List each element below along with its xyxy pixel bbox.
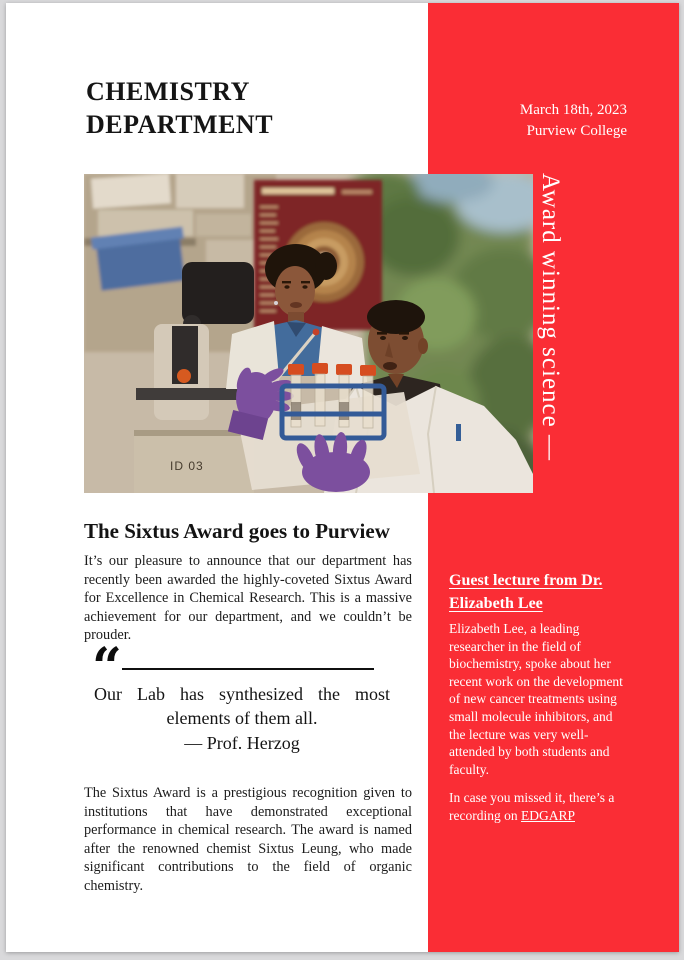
lab-photo-illustration xyxy=(84,174,533,493)
masthead xyxy=(86,75,273,141)
pull-quote xyxy=(84,637,396,756)
quote-attribution: — Prof. Herzog xyxy=(184,733,300,753)
article-paragraph-1: It’s our pleasure to announce that our department has recently been awarded the highly-coveted Sixtus Award for Excellence in Chemical Research. This is a massive achievement for our department, and we couldn’t be prouder. xyxy=(84,553,412,643)
sidebar-followup-text: In case you missed it, there’s a recording on xyxy=(449,790,615,823)
sidebar-followup xyxy=(449,789,630,824)
article-heading: The Sixtus Award goes to Purview xyxy=(84,519,390,543)
sidebar-article xyxy=(449,569,630,825)
sidebar-heading-text: Guest lecture from Dr. Elizabeth Lee xyxy=(449,572,603,612)
quote-divider-line xyxy=(122,668,374,670)
edgarp-link[interactable]: EDGARP xyxy=(520,807,575,823)
quote-text: Our Lab has synthesized the most elements of them all. xyxy=(94,684,390,728)
sidebar-heading xyxy=(449,569,630,615)
masthead-line2: DEPARTMENT xyxy=(86,110,274,139)
lab-photo xyxy=(84,174,533,493)
quote-mark-icon: “ xyxy=(92,637,122,698)
article-paragraph-2: The Sixtus Award is a prestigious recognition given to institutions that have demonstrated exceptional performance in chemical research. The award is named after the renowned chemist Sixtus Leung, who made significant contributions to the field of organic chemistry. xyxy=(84,785,412,894)
dateline xyxy=(428,100,679,142)
masthead-line1: CHEMISTRY xyxy=(86,77,250,106)
equipment-id-label: ID 03 xyxy=(170,459,204,473)
vertical-banner: Award winning science — xyxy=(537,173,564,461)
newsletter-page xyxy=(6,3,679,952)
date-text: March 18th, 2023 xyxy=(519,102,627,118)
sidebar-body: Elizabeth Lee, a leading researcher in the field of biochemistry, spoke about her recent work on the development of new cancer treatments using small molecule inhibitors, and the lecture was very well-attended by both students and faculty. xyxy=(449,621,623,777)
institution-text: Purview College xyxy=(526,123,627,139)
